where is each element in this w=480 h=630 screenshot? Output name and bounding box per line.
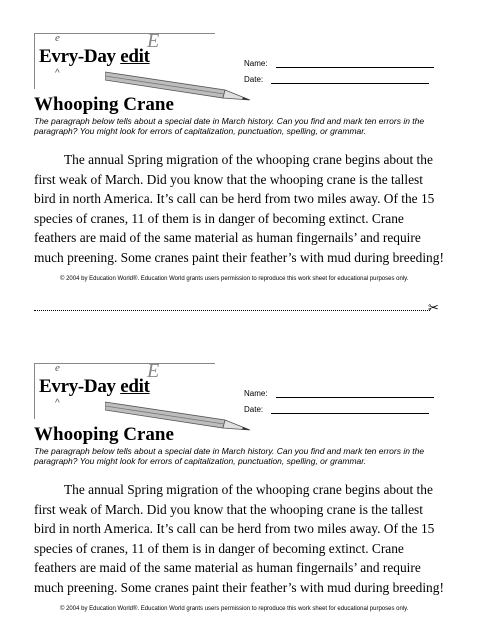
logo-text: Evry-Day edit — [39, 376, 150, 397]
copyright-notice: © 2004 by Education World®. Education World grants users permission to reproduce this work sheet for educational purposes only. — [60, 606, 409, 612]
instructions: The paragraph below tells about a special date in March history. Can you find and mark ten errors in the paragraph? You might look for errors of capitalization, punctuation, spelling, or grammar. — [34, 446, 425, 466]
logo-small-e: e — [55, 362, 60, 374]
worksheet-title: Whooping Crane — [34, 424, 174, 445]
logo-big-e: E — [147, 360, 160, 382]
logo-caret: ^ — [55, 398, 60, 409]
date-field[interactable]: Date: — [244, 75, 429, 84]
evry-day-edit-logo — [34, 360, 215, 419]
name-field[interactable]: Name: — [244, 59, 434, 68]
evry-day-edit-logo — [34, 30, 215, 89]
passage: The annual Spring migration of the whooping crane begins about the first weak of March. Did you know that the whooping crane is the tallest bird in north America. It’s call can be herd from two miles away. Of the 15 species of cranes, 11 of them is in danger of becoming extinct. Crane feathers are maid of the same material as human fingernails’ and require much preening. Some cranes paint their feather’s with mud during breeding! — [34, 152, 444, 265]
logo-caret: ^ — [55, 68, 60, 79]
logo-small-e: e — [55, 32, 60, 44]
logo-big-e: E — [147, 30, 160, 52]
worksheet-top — [0, 0, 480, 300]
date-field[interactable]: Date: — [244, 405, 429, 414]
name-field[interactable]: Name: — [244, 389, 434, 398]
scissors-icon: ✂ — [428, 301, 439, 316]
cut-line — [34, 310, 430, 311]
logo-text: Evry-Day edit — [39, 46, 150, 67]
instructions: The paragraph below tells about a special date in March history. Can you find and mark ten errors in the paragraph? You might look for errors of capitalization, punctuation, spelling, or grammar. — [34, 116, 425, 136]
copyright-notice: © 2004 by Education World®. Education World grants users permission to reproduce this work sheet for educational purposes only. — [60, 276, 409, 282]
passage: The annual Spring migration of the whooping crane begins about the first weak of March. Did you know that the whooping crane is the tallest bird in north America. It’s call can be herd from two miles away. Of the 15 species of cranes, 11 of them is in danger of becoming extinct. Crane feathers are maid of the same material as human fingernails’ and require much preening. Some cranes paint their feather’s with mud during breeding! — [34, 482, 444, 595]
worksheet-title: Whooping Crane — [34, 94, 174, 115]
worksheet-bottom — [0, 330, 480, 630]
